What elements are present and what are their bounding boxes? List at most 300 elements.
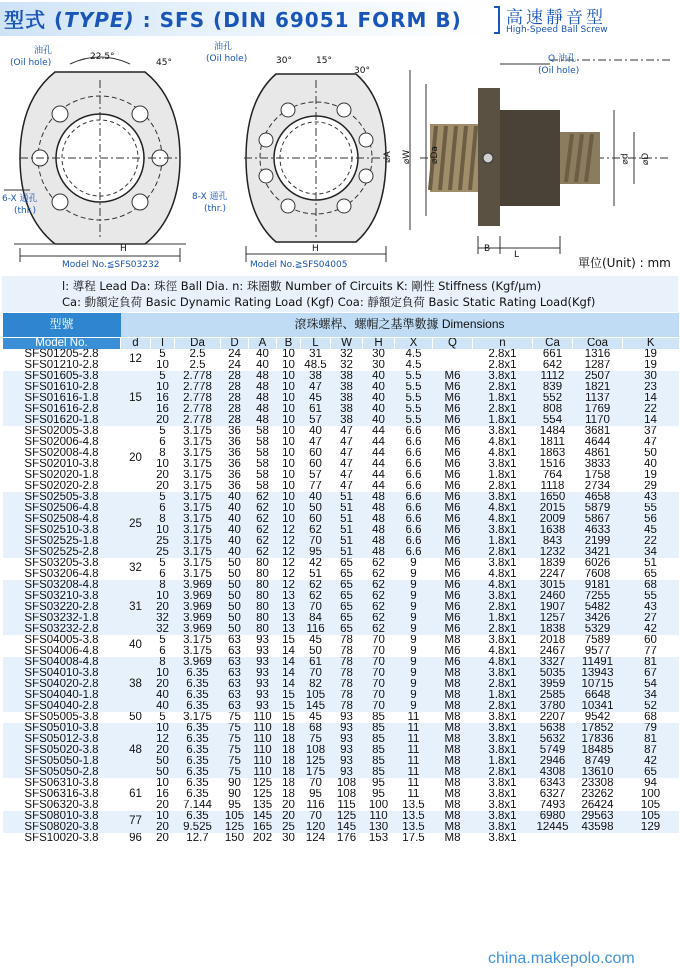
- table-cell: 10: [277, 371, 301, 382]
- table-cell: 7493: [533, 800, 573, 811]
- table-cell: SFS01616-1.8: [3, 393, 121, 404]
- table-cell: M8: [433, 712, 473, 723]
- table-cell: SFS10020-3.8: [3, 833, 121, 844]
- table-cell: 3.175: [175, 426, 221, 437]
- table-cell: 15: [121, 371, 151, 426]
- table-cell: 11: [395, 778, 433, 789]
- table-cell: 60: [301, 514, 331, 525]
- table-cell: SFS02005-3.8: [3, 426, 121, 437]
- table-cell: 3.175: [175, 470, 221, 481]
- table-cell: 642: [533, 360, 573, 371]
- table-cell: 10: [277, 360, 301, 371]
- table-cell: 60: [623, 635, 679, 646]
- table-cell: 15: [277, 701, 301, 712]
- table-cell: SFS03206-4.8: [3, 569, 121, 580]
- table-cell: 62: [249, 503, 277, 514]
- table-cell: 20: [277, 811, 301, 822]
- table-cell: 7608: [573, 569, 623, 580]
- table-cell: 9: [395, 646, 433, 657]
- table-cell: 110: [249, 734, 277, 745]
- table-cell: 12: [277, 536, 301, 547]
- table-cell: 84: [301, 613, 331, 624]
- table-cell: 20: [151, 602, 175, 613]
- table-cell: 5035: [533, 668, 573, 679]
- table-cell: 44: [363, 459, 395, 470]
- table-cell: 70: [301, 778, 331, 789]
- table-cell: 1287: [573, 360, 623, 371]
- table-cell: 12445: [533, 822, 573, 833]
- table-cell: M8: [433, 822, 473, 833]
- table-cell: 28: [221, 371, 249, 382]
- column-header: Model No.: [3, 337, 121, 349]
- table-cell: 3.175: [175, 437, 221, 448]
- table-cell: 65: [623, 767, 679, 778]
- q-oil-hole-label-cn: Q 油孔: [548, 54, 576, 64]
- table-cell: 93: [331, 712, 363, 723]
- table-cell: 58: [249, 459, 277, 470]
- table-cell: 80: [249, 558, 277, 569]
- table-cell: 5867: [573, 514, 623, 525]
- table-cell: 3780: [533, 701, 573, 712]
- table-cell: 85: [363, 756, 395, 767]
- table-cell: 40: [363, 393, 395, 404]
- table-cell: 2.8x1: [473, 701, 533, 712]
- table-cell: 93: [249, 657, 277, 668]
- table-cell: 78: [331, 701, 363, 712]
- table-cell: 2.778: [175, 404, 221, 415]
- table-cell: 47: [331, 426, 363, 437]
- table-cell: 110: [249, 767, 277, 778]
- table-cell: [533, 833, 573, 844]
- table-cell: SFS01605-3.8: [3, 371, 121, 382]
- table-cell: 9181: [573, 580, 623, 591]
- dim-d-large-label: ⌀D: [641, 152, 652, 166]
- table-cell: 2015: [533, 503, 573, 514]
- table-cell: M6: [433, 393, 473, 404]
- table-cell: 23308: [573, 778, 623, 789]
- table-cell: 2.8x1: [473, 679, 533, 690]
- table-cell: SFS03208-4.8: [3, 580, 121, 591]
- table-cell: 62: [363, 613, 395, 624]
- column-header: B: [277, 337, 301, 349]
- table-cell: 50: [221, 580, 249, 591]
- table-cell: 14: [277, 646, 301, 657]
- table-cell: 13: [277, 602, 301, 613]
- table-cell: 16: [151, 393, 175, 404]
- table-cell: M6: [433, 437, 473, 448]
- table-cell: 808: [533, 404, 573, 415]
- table-cell: 6.6: [395, 459, 433, 470]
- table-cell: 3.175: [175, 536, 221, 547]
- table-cell: 81: [623, 657, 679, 668]
- table-row: [3, 503, 679, 514]
- table-cell: 40: [221, 514, 249, 525]
- table-cell: 31: [121, 580, 151, 635]
- table-cell: 75: [221, 712, 249, 723]
- table-row: [3, 547, 679, 558]
- table-cell: 85: [363, 734, 395, 745]
- table-row: [3, 536, 679, 547]
- table-cell: 75: [221, 745, 249, 756]
- table-cell: 3.175: [175, 514, 221, 525]
- model-header-cn: 型號: [3, 313, 121, 337]
- table-cell: 1257: [533, 613, 573, 624]
- table-cell: 18: [277, 767, 301, 778]
- table-cell: 70: [363, 679, 395, 690]
- table-cell: 25: [151, 536, 175, 547]
- table-cell: 2.5: [175, 360, 221, 371]
- table-cell: 5: [151, 349, 175, 360]
- table-cell: 6.6: [395, 470, 433, 481]
- table-cell: 5.5: [395, 415, 433, 426]
- table-cell: 13: [277, 624, 301, 635]
- table-cell: M6: [433, 470, 473, 481]
- table-cell: 31: [301, 349, 331, 360]
- table-cell: 3.8x1: [473, 459, 533, 470]
- table-cell: 65: [331, 624, 363, 635]
- table-cell: 70: [301, 668, 331, 679]
- table-cell: 125: [331, 811, 363, 822]
- table-cell: 2.8x1: [473, 624, 533, 635]
- table-cell: 10: [277, 415, 301, 426]
- table-cell: 2.8x1: [473, 767, 533, 778]
- table-cell: 1758: [573, 470, 623, 481]
- table-row: [3, 789, 679, 800]
- table-cell: 65: [331, 602, 363, 613]
- table-cell: 50: [301, 646, 331, 657]
- table-cell: 3.8x1: [473, 558, 533, 569]
- table-cell: 6.35: [175, 789, 221, 800]
- table-cell: 18: [277, 745, 301, 756]
- table-cell: 75: [221, 767, 249, 778]
- table-cell: M6: [433, 382, 473, 393]
- table-row: [3, 558, 679, 569]
- table-cell: 65: [331, 558, 363, 569]
- table-cell: 110: [249, 723, 277, 734]
- table-cell: 11: [395, 723, 433, 734]
- table-cell: 36: [221, 459, 249, 470]
- table-cell: 1.8x1: [473, 393, 533, 404]
- table-cell: 40: [301, 492, 331, 503]
- table-cell: 10: [277, 393, 301, 404]
- table-cell: 2.5: [175, 349, 221, 360]
- table-cell: 80: [249, 591, 277, 602]
- table-cell: 36: [221, 470, 249, 481]
- table-cell: 120: [301, 822, 331, 833]
- table-cell: 95: [301, 547, 331, 558]
- table-cell: 17.5: [395, 833, 433, 844]
- table-cell: 36: [221, 481, 249, 492]
- table-cell: 3.175: [175, 635, 221, 646]
- table-cell: M8: [433, 690, 473, 701]
- table-cell: 13.5: [395, 800, 433, 811]
- table-cell: 10: [151, 668, 175, 679]
- table-cell: 65: [331, 569, 363, 580]
- table-cell: 8: [151, 657, 175, 668]
- table-cell: 20: [277, 800, 301, 811]
- table-cell: 1863: [533, 448, 573, 459]
- table-cell: 65: [331, 580, 363, 591]
- table-cell: 11491: [573, 657, 623, 668]
- table-cell: 105: [301, 690, 331, 701]
- table-cell: 51: [331, 547, 363, 558]
- table-cell: 24: [221, 360, 249, 371]
- table-cell: 10: [151, 459, 175, 470]
- table-cell: SFS03210-3.8: [3, 591, 121, 602]
- spec-table: [2, 313, 679, 844]
- table-cell: [433, 349, 473, 360]
- table-cell: 40: [151, 690, 175, 701]
- table-row: [3, 459, 679, 470]
- subtitle-en: High-Speed Ball Screw: [506, 25, 608, 35]
- table-cell: 50: [221, 558, 249, 569]
- table-cell: 45: [301, 712, 331, 723]
- table-cell: 7255: [573, 591, 623, 602]
- table-cell: M6: [433, 492, 473, 503]
- table-cell: 9577: [573, 646, 623, 657]
- table-cell: 2.778: [175, 371, 221, 382]
- table-cell: 18485: [573, 745, 623, 756]
- table-cell: 10: [151, 525, 175, 536]
- table-cell: 4.8x1: [473, 580, 533, 591]
- table-cell: 80: [249, 602, 277, 613]
- table-cell: SFS04020-2.8: [3, 679, 121, 690]
- table-cell: 68: [623, 712, 679, 723]
- table-cell: SFS02020-2.8: [3, 481, 121, 492]
- table-cell: 62: [249, 525, 277, 536]
- table-cell: 176: [331, 833, 363, 844]
- table-cell: 1838: [533, 624, 573, 635]
- table-cell: 3.8x1: [473, 778, 533, 789]
- table-cell: 1769: [573, 404, 623, 415]
- table-cell: 3.8x1: [473, 800, 533, 811]
- table-cell: 16: [151, 789, 175, 800]
- table-cell: 70: [363, 690, 395, 701]
- page-title: [4, 4, 462, 33]
- table-cell: 37: [623, 426, 679, 437]
- table-cell: M6: [433, 481, 473, 492]
- table-cell: 2.778: [175, 393, 221, 404]
- table-cell: 93: [331, 723, 363, 734]
- table-row: [3, 371, 679, 382]
- table-cell: 10715: [573, 679, 623, 690]
- table-cell: 9: [395, 613, 433, 624]
- table-cell: 10: [277, 437, 301, 448]
- table-row: [3, 800, 679, 811]
- title-bracket: [494, 6, 500, 34]
- table-cell: 42: [301, 558, 331, 569]
- table-cell: 175: [301, 767, 331, 778]
- table-cell: 3.8x1: [473, 668, 533, 679]
- unit-label: 單位(Unit) : mm: [578, 256, 671, 270]
- table-cell: M8: [433, 679, 473, 690]
- table-cell: 5632: [533, 734, 573, 745]
- table-cell: 3.8x1: [473, 525, 533, 536]
- column-header: L: [301, 337, 331, 349]
- table-cell: 34: [623, 690, 679, 701]
- table-cell: 62: [249, 536, 277, 547]
- table-cell: 96: [121, 833, 151, 844]
- table-cell: 40: [363, 382, 395, 393]
- table-cell: 6026: [573, 558, 623, 569]
- table-cell: 2199: [573, 536, 623, 547]
- table-cell: 552: [533, 393, 573, 404]
- table-cell: 36: [221, 426, 249, 437]
- table-row: [3, 734, 679, 745]
- table-cell: M6: [433, 646, 473, 657]
- table-cell: 93: [249, 701, 277, 712]
- header-banner: [0, 0, 680, 42]
- table-cell: 108: [301, 745, 331, 756]
- table-cell: 15: [277, 690, 301, 701]
- table-cell: 1316: [573, 349, 623, 360]
- table-cell: 3.175: [175, 646, 221, 657]
- table-cell: 153: [363, 833, 395, 844]
- table-cell: 3.8x1: [473, 822, 533, 833]
- table-cell: 145: [249, 811, 277, 822]
- table-cell: 10341: [573, 701, 623, 712]
- table-cell: 6.6: [395, 492, 433, 503]
- table-cell: 3.969: [175, 580, 221, 591]
- table-cell: 165: [249, 822, 277, 833]
- table-cell: M6: [433, 503, 473, 514]
- table-cell: 40: [221, 547, 249, 558]
- table-cell: 56: [623, 514, 679, 525]
- table-cell: 2507: [573, 371, 623, 382]
- table-row: [3, 470, 679, 481]
- table-cell: 48: [121, 723, 151, 778]
- dim-l-label: L: [514, 250, 520, 260]
- table-cell: 2.8x1: [473, 382, 533, 393]
- table-cell: 14: [277, 679, 301, 690]
- table-cell: 6.6: [395, 503, 433, 514]
- column-header: D: [221, 337, 249, 349]
- column-header: d: [121, 337, 151, 349]
- table-cell: M6: [433, 657, 473, 668]
- table-cell: 40: [151, 701, 175, 712]
- table-cell: 9542: [573, 712, 623, 723]
- table-cell: 5482: [573, 602, 623, 613]
- table-cell: 36: [221, 437, 249, 448]
- table-cell: 62: [301, 525, 331, 536]
- table-body: [3, 349, 679, 844]
- table-cell: 2009: [533, 514, 573, 525]
- table-cell: 50: [221, 591, 249, 602]
- table-cell: 4.8x1: [473, 657, 533, 668]
- table-cell: 5: [151, 426, 175, 437]
- q-oil-hole-label-en: (Oil hole): [538, 66, 580, 76]
- table-cell: 30: [363, 360, 395, 371]
- table-cell: 3426: [573, 613, 623, 624]
- table-cell: 6.35: [175, 679, 221, 690]
- table-cell: 3.969: [175, 657, 221, 668]
- table-cell: 18: [277, 789, 301, 800]
- table-cell: 2.778: [175, 382, 221, 393]
- table-cell: 78: [331, 668, 363, 679]
- table-row: [3, 833, 679, 844]
- table-cell: 10: [277, 514, 301, 525]
- table-cell: 6.35: [175, 767, 221, 778]
- table-cell: 3.175: [175, 448, 221, 459]
- table-cell: 3.8x1: [473, 371, 533, 382]
- table-row: [3, 745, 679, 756]
- legend-line-1: l: 導程 Lead Da: 珠徑 Ball Dia. n: 珠圈數 Number of Circuits K: 剛性 Stiffness (Kgf/μm): [62, 279, 542, 293]
- table-cell: 62: [363, 558, 395, 569]
- thread-6x-label: 6-X 通孔: [2, 194, 38, 204]
- table-cell: 29563: [573, 811, 623, 822]
- thread-8x-label: 8-X 通孔: [192, 192, 228, 202]
- table-cell: 1.8x1: [473, 470, 533, 481]
- table-cell: 13943: [573, 668, 623, 679]
- table-cell: SFS06310-3.8: [3, 778, 121, 789]
- table-cell: 4.8x1: [473, 514, 533, 525]
- table-cell: 85: [363, 723, 395, 734]
- table-cell: 9: [395, 558, 433, 569]
- table-row: [3, 646, 679, 657]
- dim-w-label: ⌀W: [402, 149, 413, 165]
- table-cell: 24: [221, 349, 249, 360]
- table-row: [3, 602, 679, 613]
- table-cell: 93: [249, 679, 277, 690]
- table-row: [3, 404, 679, 415]
- table-cell: 45: [623, 525, 679, 536]
- table-cell: 40: [221, 536, 249, 547]
- table-row: [3, 668, 679, 679]
- table-cell: 10: [277, 459, 301, 470]
- table-cell: 12: [277, 580, 301, 591]
- table-cell: 6327: [533, 789, 573, 800]
- table-cell: 105: [623, 800, 679, 811]
- subtitle-cn: 高速靜音型: [506, 8, 606, 28]
- table-cell: 5.5: [395, 393, 433, 404]
- table-cell: M6: [433, 448, 473, 459]
- table-cell: 47: [623, 437, 679, 448]
- table-cell: 5: [151, 712, 175, 723]
- table-cell: 2.8x1: [473, 602, 533, 613]
- title-model: : SFS (DIN 69051 FORM B): [134, 8, 462, 32]
- table-cell: 80: [249, 580, 277, 591]
- table-cell: 95: [221, 800, 249, 811]
- table-cell: 3.8x1: [473, 426, 533, 437]
- table-cell: 2.778: [175, 415, 221, 426]
- table-cell: 12: [277, 547, 301, 558]
- table-cell: SFS02525-2.8: [3, 547, 121, 558]
- table-cell: 62: [363, 569, 395, 580]
- table-cell: 10: [277, 404, 301, 415]
- table-cell: SFS03232-2.8: [3, 624, 121, 635]
- table-cell: 3.969: [175, 613, 221, 624]
- table-cell: 40: [121, 635, 151, 657]
- table-cell: 108: [331, 778, 363, 789]
- column-header: Q: [433, 337, 473, 349]
- table-cell: 6648: [573, 690, 623, 701]
- table-cell: SFS08020-3.8: [3, 822, 121, 833]
- table-cell: 124: [301, 833, 331, 844]
- table-cell: M6: [433, 558, 473, 569]
- table-cell: SFS05012-3.8: [3, 734, 121, 745]
- table-cell: 3.175: [175, 558, 221, 569]
- table-cell: 61: [121, 778, 151, 811]
- table-cell: 19: [623, 470, 679, 481]
- table-cell: M8: [433, 635, 473, 646]
- table-cell: 2207: [533, 712, 573, 723]
- table-cell: 5.5: [395, 371, 433, 382]
- table-cell: 28: [221, 382, 249, 393]
- table-cell: 6.35: [175, 701, 221, 712]
- table-cell: SFS03232-1.8: [3, 613, 121, 624]
- table-cell: SFS01210-2.8: [3, 360, 121, 371]
- table-cell: 1.8x1: [473, 613, 533, 624]
